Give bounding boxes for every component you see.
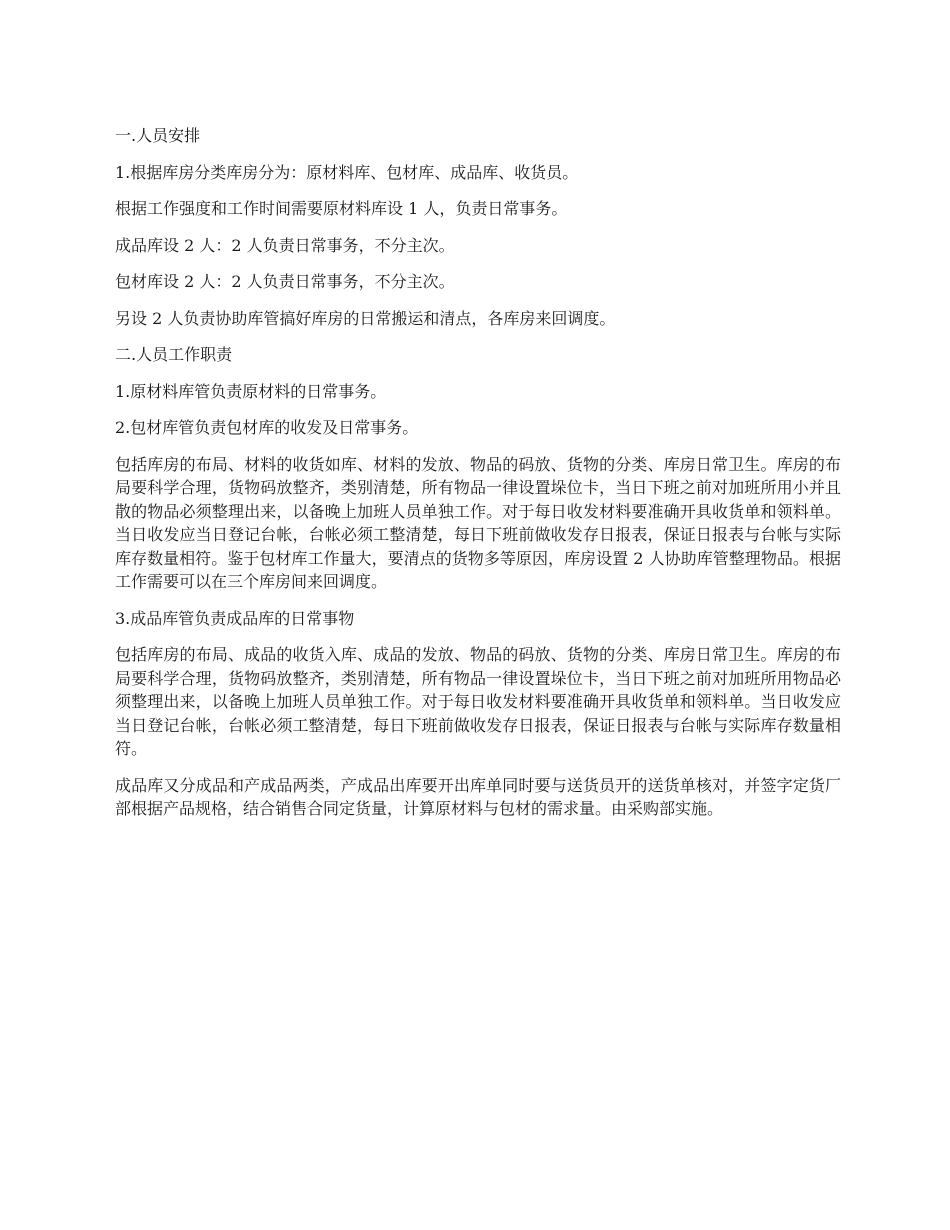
section-heading-staffing: 一.人员安排	[115, 126, 201, 145]
paragraph-packaging-staff: 包材库设 2 人：2 人负责日常事务，不分主次。	[115, 272, 455, 291]
section-heading-duties: 二.人员工作职责	[115, 345, 233, 364]
paragraph-assistant-staff: 另设 2 人负责协助库管搞好库房的日常搬运和清点，各库房来回调度。	[115, 308, 616, 328]
paragraph-packaging-duty: 2.包材库管负责包材库的收发及日常事务。	[115, 418, 419, 437]
paragraph-raw-material-staff: 根据工作强度和工作时间需要原材料库设 1 人，负责日常事务。	[115, 199, 568, 218]
paragraph-raw-material-duty: 1.原材料库管负责原材料的日常事务。	[115, 381, 387, 401]
paragraph-packaging-details: 包括库房的布局、材料的收货如库、材料的发放、物品的码放、货物的分类、库房日常卫生。库房的布局要科学合理，货物码放整齐，类别清楚，所有物品一律设置垛位卡，当日下班之前对加班所用小并且散的物品必须整理出来，以备晚上加班人员单独工作。对于每日收发材料要准确开具收货单和领料单。当日收发应当日登记台帐，台帐必须工整清楚，每日下班前做收发存日报表，保证日报表与台帐与实际库存数量相符。鉴于包材库工作量大，要清点的货物多等原因，库房设置 2 人协助库管整理物品。根据工作需要可以在三个库房间来回调度。	[115, 454, 841, 591]
document-body	[115, 124, 841, 834]
paragraph-finished-goods-duty: 3.成品库管负责成品库的日常事物	[115, 608, 355, 628]
paragraph-finished-goods-details: 包括库房的布局、成品的收货入库、成品的发放、物品的码放、货物的分类、库房日常卫生。库房的布局要科学合理，货物码放整齐，类别清楚，所有物品一律设置垛位卡，当日下班之前对加班所用物品必须整理出来，以备晚上加班人员单独工作。对于每日收发材料要准确开具收货单和领料单。当日收发应当日登记台帐，台帐必须工整清楚，每日下班前做收发存日报表，保证日报表与台帐与实际库存数量相符。	[115, 645, 841, 758]
paragraph-warehouse-categories: 1.根据库房分类库房分为：原材料库、包材库、成品库、收货员。	[115, 162, 579, 182]
paragraph-finished-goods-types: 成品库又分成品和产成品两类，产成品出库要开出库单同时要与送货员开的送货单核对，并签字定货厂部根据产品规格，结合销售合同定货量，计算原材料与包材的需求量。由采购部实施。	[115, 775, 841, 818]
paragraph-finished-goods-staff: 成品库设 2 人：2 人负责日常事务，不分主次。	[115, 235, 455, 255]
